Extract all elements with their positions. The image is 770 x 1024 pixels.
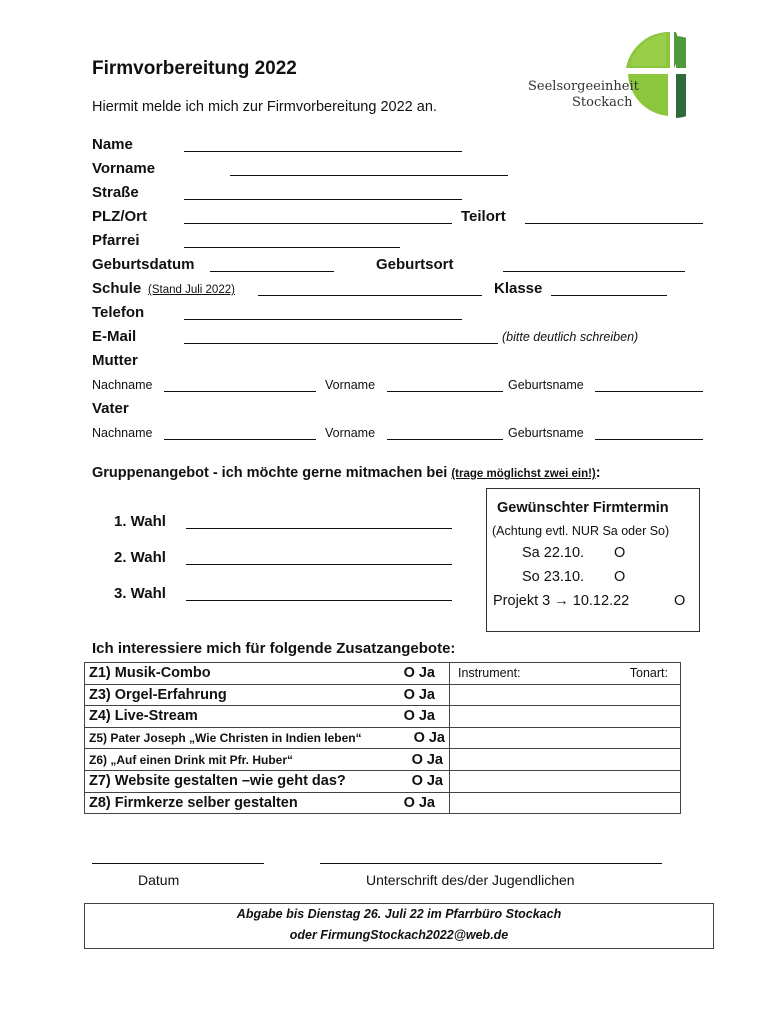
zusatz-row xyxy=(85,684,681,706)
zusatz-row xyxy=(85,663,681,685)
termin-option-1-checkbox[interactable]: O xyxy=(614,545,626,561)
zusatz-row-left xyxy=(85,706,450,728)
plz-ort-field[interactable] xyxy=(184,223,452,224)
zusatz-table xyxy=(84,662,681,814)
label-pfarrei: Pfarrei xyxy=(92,232,140,249)
intro-text: Hiermit melde ich mich zur Firmvorbereitung 2022 an. xyxy=(92,99,437,115)
label-telefon: Telefon xyxy=(92,304,145,321)
klasse-field[interactable] xyxy=(551,295,667,296)
pfarrei-field[interactable] xyxy=(184,247,400,248)
zusatz-row xyxy=(85,727,681,749)
wahl-3-field[interactable] xyxy=(186,600,452,601)
tonart-label: Tonart: xyxy=(629,666,668,681)
datum-label: Datum xyxy=(138,872,180,888)
teilort-field[interactable] xyxy=(525,223,703,224)
submission-line-1: Abgabe bis Dienstag 26. Juli 22 im Pfarrbüro Stockach xyxy=(236,907,562,921)
mutter-vorname-field[interactable] xyxy=(387,391,503,392)
zusatz-ja-checkbox[interactable]: O Ja xyxy=(411,751,443,768)
zusatz-label: Z4) Live-Stream xyxy=(89,708,198,725)
wahl-3-label: 3. Wahl xyxy=(114,585,166,602)
label-geburtsort: Geburtsort xyxy=(376,256,454,273)
zusatz-note-field[interactable] xyxy=(450,792,681,814)
zusatz-row-left xyxy=(85,749,450,771)
firmtermin-note: (Achtung evtl. NUR Sa oder So) xyxy=(492,524,670,538)
vorname-field[interactable] xyxy=(230,175,508,176)
zusatz-note-field[interactable] xyxy=(450,684,681,706)
wahl-1-label: 1. Wahl xyxy=(114,513,166,530)
zusatz-row-left xyxy=(85,792,450,814)
zusatz-row-left xyxy=(85,684,450,706)
label-name: Name xyxy=(92,136,133,153)
termin-option-3-label: Projekt 3 → 10.12.22 xyxy=(493,593,630,609)
logo-text-2: Stockach xyxy=(572,95,633,110)
zusatz-label: Z8) Firmkerze selber gestalten xyxy=(89,794,298,811)
schule-field[interactable] xyxy=(258,295,482,296)
mutter-geburtsname-label: Geburtsname xyxy=(508,378,584,392)
logo-text-1: Seelsorgeeinheit xyxy=(528,79,639,94)
group-heading xyxy=(92,465,601,481)
zusatz-ja-checkbox[interactable]: O Ja xyxy=(413,730,445,747)
logo xyxy=(526,30,686,122)
zusatz-label: Z3) Orgel-Erfahrung xyxy=(89,686,227,703)
zusatz-ja-checkbox[interactable]: O Ja xyxy=(403,686,435,703)
datum-field[interactable] xyxy=(92,863,264,864)
wahl-1-field[interactable] xyxy=(186,528,452,529)
zusatz-row-left xyxy=(85,770,450,792)
label-mutter: Mutter xyxy=(92,352,138,369)
termin-option-1-label: Sa 22.10. xyxy=(522,545,585,561)
label-schule: Schule xyxy=(92,280,142,297)
firmtermin-box xyxy=(486,488,700,632)
zusatz-row xyxy=(85,706,681,728)
instrument-field[interactable] xyxy=(450,663,681,685)
vater-vorname-field[interactable] xyxy=(387,439,503,440)
group-heading-text: Gruppenangebot - ich möchte gerne mitmachen bei xyxy=(92,465,448,481)
geburtsort-field[interactable] xyxy=(503,271,685,272)
zusatz-note-field[interactable] xyxy=(450,727,681,749)
zusatz-row xyxy=(85,749,681,771)
name-field[interactable] xyxy=(184,151,462,152)
zusatz-note-field[interactable] xyxy=(450,770,681,792)
label-vorname: Vorname xyxy=(92,160,156,177)
label-plz-ort: PLZ/Ort xyxy=(92,208,147,225)
zusatz-note-field[interactable] xyxy=(450,749,681,771)
schule-note: (Stand Juli 2022) xyxy=(148,284,235,296)
zusatz-label: Z5) Pater Joseph „Wie Christen in Indien leben“ xyxy=(89,731,362,746)
telefon-field[interactable] xyxy=(184,319,462,320)
zusatz-ja-checkbox[interactable]: O Ja xyxy=(403,708,435,725)
zusatz-label: Z6) „Auf einen Drink mit Pfr. Huber“ xyxy=(89,752,294,767)
zusatz-ja-checkbox[interactable]: O Ja xyxy=(403,794,435,811)
vater-nachname-field[interactable] xyxy=(164,439,316,440)
mutter-geburtsname-field[interactable] xyxy=(595,391,703,392)
unterschrift-label: Unterschrift des/der Jugendlichen xyxy=(366,872,575,888)
page-title: Firmvorbereitung 2022 xyxy=(92,58,297,79)
vater-nachname-label: Nachname xyxy=(92,426,153,440)
termin-option-3-checkbox[interactable]: O xyxy=(674,593,686,609)
label-klasse: Klasse xyxy=(494,280,543,297)
group-heading-note: (trage möglichst zwei ein!) xyxy=(451,468,596,480)
mutter-nachname-label: Nachname xyxy=(92,378,153,392)
termin-option-2-label: So 23.10. xyxy=(522,569,585,585)
firmtermin-title: Gewünschter Firmtermin xyxy=(497,500,669,516)
zusatz-row xyxy=(85,770,681,792)
unterschrift-field[interactable] xyxy=(320,863,662,864)
email-field[interactable] xyxy=(184,343,498,344)
label-geburtsdatum: Geburtsdatum xyxy=(92,256,195,273)
wahl-2-field[interactable] xyxy=(186,564,452,565)
termin-option-2-checkbox[interactable]: O xyxy=(614,569,626,585)
submission-box xyxy=(84,903,714,949)
zusatz-row-left xyxy=(85,663,450,685)
label-teilort: Teilort xyxy=(461,208,506,225)
zusatz-heading: Ich interessiere mich für folgende Zusatzangebote: xyxy=(92,640,456,657)
zusatz-label: Z7) Website gestalten –wie geht das? xyxy=(89,773,346,790)
mutter-vorname-label: Vorname xyxy=(325,378,376,392)
strasse-field[interactable] xyxy=(184,199,462,200)
label-email: E-Mail xyxy=(92,328,137,345)
vater-geburtsname-label: Geburtsname xyxy=(508,426,584,440)
vater-vorname-label: Vorname xyxy=(325,426,376,440)
zusatz-note-field[interactable] xyxy=(450,706,681,728)
submission-line-2: oder FirmungStockach2022@web.de xyxy=(289,928,509,942)
geburtsdatum-field[interactable] xyxy=(210,271,334,272)
email-note: (bitte deutlich schreiben) xyxy=(502,330,639,344)
vater-geburtsname-field[interactable] xyxy=(595,439,703,440)
wahl-2-label: 2. Wahl xyxy=(114,549,166,566)
zusatz-label: Z1) Musik-Combo xyxy=(89,665,211,682)
label-vater: Vater xyxy=(92,400,129,417)
label-strasse: Straße xyxy=(92,184,139,201)
zusatz-ja-checkbox[interactable]: O Ja xyxy=(403,665,435,682)
zusatz-row xyxy=(85,792,681,814)
zusatz-ja-checkbox[interactable]: O Ja xyxy=(411,773,443,790)
instrument-label: Instrument: xyxy=(458,666,521,681)
mutter-nachname-field[interactable] xyxy=(164,391,316,392)
zusatz-row-left xyxy=(85,727,450,749)
group-heading-colon: : xyxy=(595,465,601,481)
